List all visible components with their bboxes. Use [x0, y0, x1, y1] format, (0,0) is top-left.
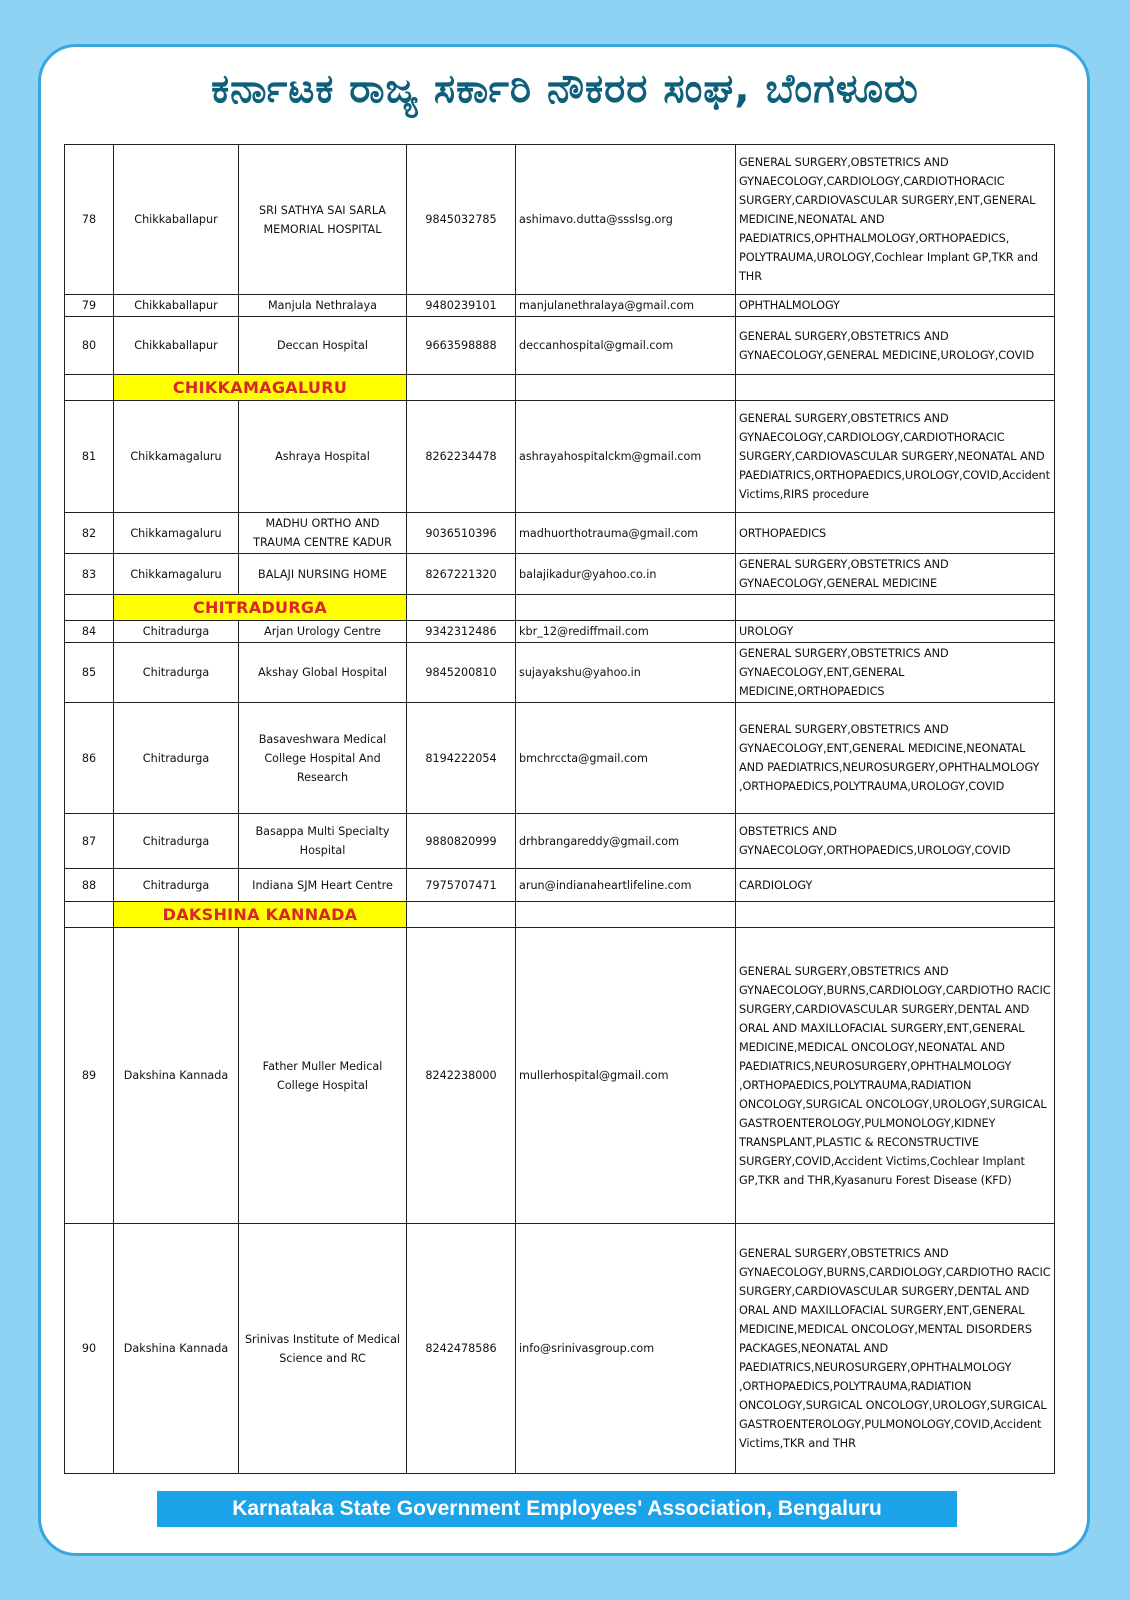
district-name: Chikkamagaluru	[114, 401, 239, 513]
section-header-row	[65, 375, 1055, 401]
phone-number: 9845200810	[407, 643, 516, 703]
phone-number: 8242238000	[407, 928, 516, 1224]
phone-number: 9036510396	[407, 513, 516, 554]
section-label-chikkamagaluru: CHIKKAMAGALURU	[114, 375, 407, 401]
phone-number: 8267221320	[407, 554, 516, 595]
hospital-name: MADHU ORTHO AND TRAUMA CENTRE KADUR	[239, 513, 407, 554]
email-address: ashimavo.dutta@ssslsg.org	[516, 145, 736, 295]
specialities: GENERAL SURGERY,OBSTETRICS AND GYNAECOLOGY,CARDIOLOGY,CARDIOTHORACIC SURGERY,CARDIOVASCULAR SURGERY,ENT,GENERAL MEDICINE,NEONATAL AND PAEDIATRICS,OPHTHALMOLOGY,ORTHOPAEDICS, POLYTRAUMA,UROLOGY,Cochlear Implant GP,TKR and THR	[736, 145, 1055, 295]
phone-number: 7975707471	[407, 869, 516, 902]
serial-number: 79	[65, 295, 114, 317]
table-row	[65, 554, 1055, 595]
hospital-name: BALAJI NURSING HOME	[239, 554, 407, 595]
serial-number: 88	[65, 869, 114, 902]
phone-number: 8194222054	[407, 703, 516, 814]
district-name: Chitradurga	[114, 621, 239, 643]
phone-number: 9342312486	[407, 621, 516, 643]
email-address: balajikadur@yahoo.co.in	[516, 554, 736, 595]
serial-number: 86	[65, 703, 114, 814]
section-empty-cell	[736, 375, 1055, 401]
specialities: GENERAL SURGERY,OBSTETRICS AND GYNAECOLOGY,BURNS,CARDIOLOGY,CARDIOTHO RACIC SURGERY,CARDIOVASCULAR SURGERY,DENTAL AND ORAL AND MAXILLOFACIAL SURGERY,ENT,GENERAL MEDICINE,MEDICAL ONCOLOGY,MENTAL DISORDERS PACKAGES,NEONATAL AND PAEDIATRICS,NEUROSURGERY,OPHTHALMOLOGY ,ORTHOPAEDICS,POLYTRAUMA,RADIATION ONCOLOGY,SURGICAL ONCOLOGY,UROLOGY,SURGICAL GASTROENTEROLOGY,PULMONOLOGY,COVID,Accident Victims,TKR and THR	[736, 1224, 1055, 1474]
specialities: CARDIOLOGY	[736, 869, 1055, 902]
specialities: ORTHOPAEDICS	[736, 513, 1055, 554]
serial-number: 81	[65, 401, 114, 513]
hospital-table	[64, 144, 1055, 1474]
section-label-chitradurga: CHITRADURGA	[114, 595, 407, 621]
section-empty-cell	[516, 902, 736, 928]
phone-number: 9880820999	[407, 814, 516, 869]
email-address: kbr_12@rediffmail.com	[516, 621, 736, 643]
phone-number: 9480239101	[407, 295, 516, 317]
district-name: Chikkamagaluru	[114, 554, 239, 595]
serial-number: 85	[65, 643, 114, 703]
table-row	[65, 401, 1055, 513]
serial-number: 89	[65, 928, 114, 1224]
email-address: arun@indianaheartlifeline.com	[516, 869, 736, 902]
page-title: ಕರ್ನಾಟಕ ರಾಜ್ಯ ಸರ್ಕಾರಿ ನೌಕರರ ಸಂಘ, ಬೆಂಗಳೂರು	[211, 66, 919, 112]
table-row	[65, 145, 1055, 295]
hospital-name: Arjan Urology Centre	[239, 621, 407, 643]
email-address: deccanhospital@gmail.com	[516, 317, 736, 375]
hospital-name: Father Muller Medical College Hospital	[239, 928, 407, 1224]
email-address: sujayakshu@yahoo.in	[516, 643, 736, 703]
email-address: drhbrangareddy@gmail.com	[516, 814, 736, 869]
hospital-name: Akshay Global Hospital	[239, 643, 407, 703]
hospital-name: SRI SATHYA SAI SARLA MEMORIAL HOSPITAL	[239, 145, 407, 295]
hospital-name: Manjula Nethralaya	[239, 295, 407, 317]
district-name: Dakshina Kannada	[114, 928, 239, 1224]
serial-number: 84	[65, 621, 114, 643]
table-row	[65, 317, 1055, 375]
hospital-name: Ashraya Hospital	[239, 401, 407, 513]
email-address: info@srinivasgroup.com	[516, 1224, 736, 1474]
section-empty-cell	[407, 375, 516, 401]
table-row	[65, 703, 1055, 814]
specialities: GENERAL SURGERY,OBSTETRICS AND GYNAECOLOGY,GENERAL MEDICINE	[736, 554, 1055, 595]
district-name: Chitradurga	[114, 869, 239, 902]
phone-number: 8242478586	[407, 1224, 516, 1474]
section-empty-cell	[516, 595, 736, 621]
email-address: bmchrccta@gmail.com	[516, 703, 736, 814]
hospital-name: Basappa Multi Specialty Hospital	[239, 814, 407, 869]
table-row	[65, 869, 1055, 902]
serial-number: 83	[65, 554, 114, 595]
district-name: Chikkaballapur	[114, 295, 239, 317]
specialities: UROLOGY	[736, 621, 1055, 643]
section-empty-cell	[65, 595, 114, 621]
phone-number: 9845032785	[407, 145, 516, 295]
serial-number: 80	[65, 317, 114, 375]
table-row	[65, 928, 1055, 1224]
table-row	[65, 643, 1055, 703]
district-name: Chitradurga	[114, 814, 239, 869]
hospital-name: Indiana SJM Heart Centre	[239, 869, 407, 902]
section-label-dakshina-kannada: DAKSHINA KANNADA	[114, 902, 407, 928]
email-address: madhuorthotrauma@gmail.com	[516, 513, 736, 554]
specialities: GENERAL SURGERY,OBSTETRICS AND GYNAECOLOGY,GENERAL MEDICINE,UROLOGY,COVID	[736, 317, 1055, 375]
district-name: Chikkaballapur	[114, 317, 239, 375]
section-empty-cell	[736, 902, 1055, 928]
serial-number: 87	[65, 814, 114, 869]
section-empty-cell	[65, 902, 114, 928]
email-address: ashrayahospitalckm@gmail.com	[516, 401, 736, 513]
email-address: manjulanethralaya@gmail.com	[516, 295, 736, 317]
specialities: OBSTETRICS AND GYNAECOLOGY,ORTHOPAEDICS,UROLOGY,COVID	[736, 814, 1055, 869]
phone-number: 9663598888	[407, 317, 516, 375]
table-row	[65, 814, 1055, 869]
district-name: Dakshina Kannada	[114, 1224, 239, 1474]
district-name: Chitradurga	[114, 643, 239, 703]
hospital-name: Srinivas Institute of Medical Science and RC	[239, 1224, 407, 1474]
table-row	[65, 513, 1055, 554]
section-empty-cell	[407, 595, 516, 621]
section-header-row	[65, 902, 1055, 928]
specialities: GENERAL SURGERY,OBSTETRICS AND GYNAECOLOGY,CARDIOLOGY,CARDIOTHORACIC SURGERY,CARDIOVASCULAR SURGERY,NEONATAL AND PAEDIATRICS,ORTHOPAEDICS,UROLOGY,COVID,Accident Victims,RIRS procedure	[736, 401, 1055, 513]
hospital-name: Deccan Hospital	[239, 317, 407, 375]
section-header-row	[65, 595, 1055, 621]
district-name: Chitradurga	[114, 703, 239, 814]
specialities: GENERAL SURGERY,OBSTETRICS AND GYNAECOLOGY,ENT,GENERAL MEDICINE,NEONATAL AND PAEDIATRICS,NEUROSURGERY,OPHTHALMOLOGY ,ORTHOPAEDICS,POLYTRAUMA,UROLOGY,COVID	[736, 703, 1055, 814]
hospital-name: Basaveshwara Medical College Hospital And Research	[239, 703, 407, 814]
section-empty-cell	[65, 375, 114, 401]
serial-number: 90	[65, 1224, 114, 1474]
district-name: Chikkaballapur	[114, 145, 239, 295]
section-empty-cell	[407, 902, 516, 928]
footer-banner: Karnataka State Government Employees' Association, Bengaluru	[157, 1491, 957, 1527]
table-row	[65, 1224, 1055, 1474]
phone-number: 8262234478	[407, 401, 516, 513]
section-empty-cell	[516, 375, 736, 401]
specialities: OPHTHALMOLOGY	[736, 295, 1055, 317]
table-row	[65, 621, 1055, 643]
serial-number: 82	[65, 513, 114, 554]
specialities: GENERAL SURGERY,OBSTETRICS AND GYNAECOLOGY,ENT,GENERAL MEDICINE,ORTHOPAEDICS	[736, 643, 1055, 703]
section-empty-cell	[736, 595, 1055, 621]
specialities: GENERAL SURGERY,OBSTETRICS AND GYNAECOLOGY,BURNS,CARDIOLOGY,CARDIOTHO RACIC SURGERY,CARDIOVASCULAR SURGERY,DENTAL AND ORAL AND MAXILLOFACIAL SURGERY,ENT,GENERAL MEDICINE,MEDICAL ONCOLOGY,NEONATAL AND PAEDIATRICS,NEUROSURGERY,OPHTHALMOLOGY ,ORTHOPAEDICS,POLYTRAUMA,RADIATION ONCOLOGY,SURGICAL ONCOLOGY,UROLOGY,SURGICAL GASTROENTEROLOGY,PULMONOLOGY,KIDNEY TRANSPLANT,PLASTIC & RECONSTRUCTIVE SURGERY,COVID,Accident Victims,Cochlear Implant GP,TKR and THR,Kyasanuru Forest Disease (KFD)	[736, 928, 1055, 1224]
table-row	[65, 295, 1055, 317]
serial-number: 78	[65, 145, 114, 295]
district-name: Chikkamagaluru	[114, 513, 239, 554]
email-address: mullerhospital@gmail.com	[516, 928, 736, 1224]
